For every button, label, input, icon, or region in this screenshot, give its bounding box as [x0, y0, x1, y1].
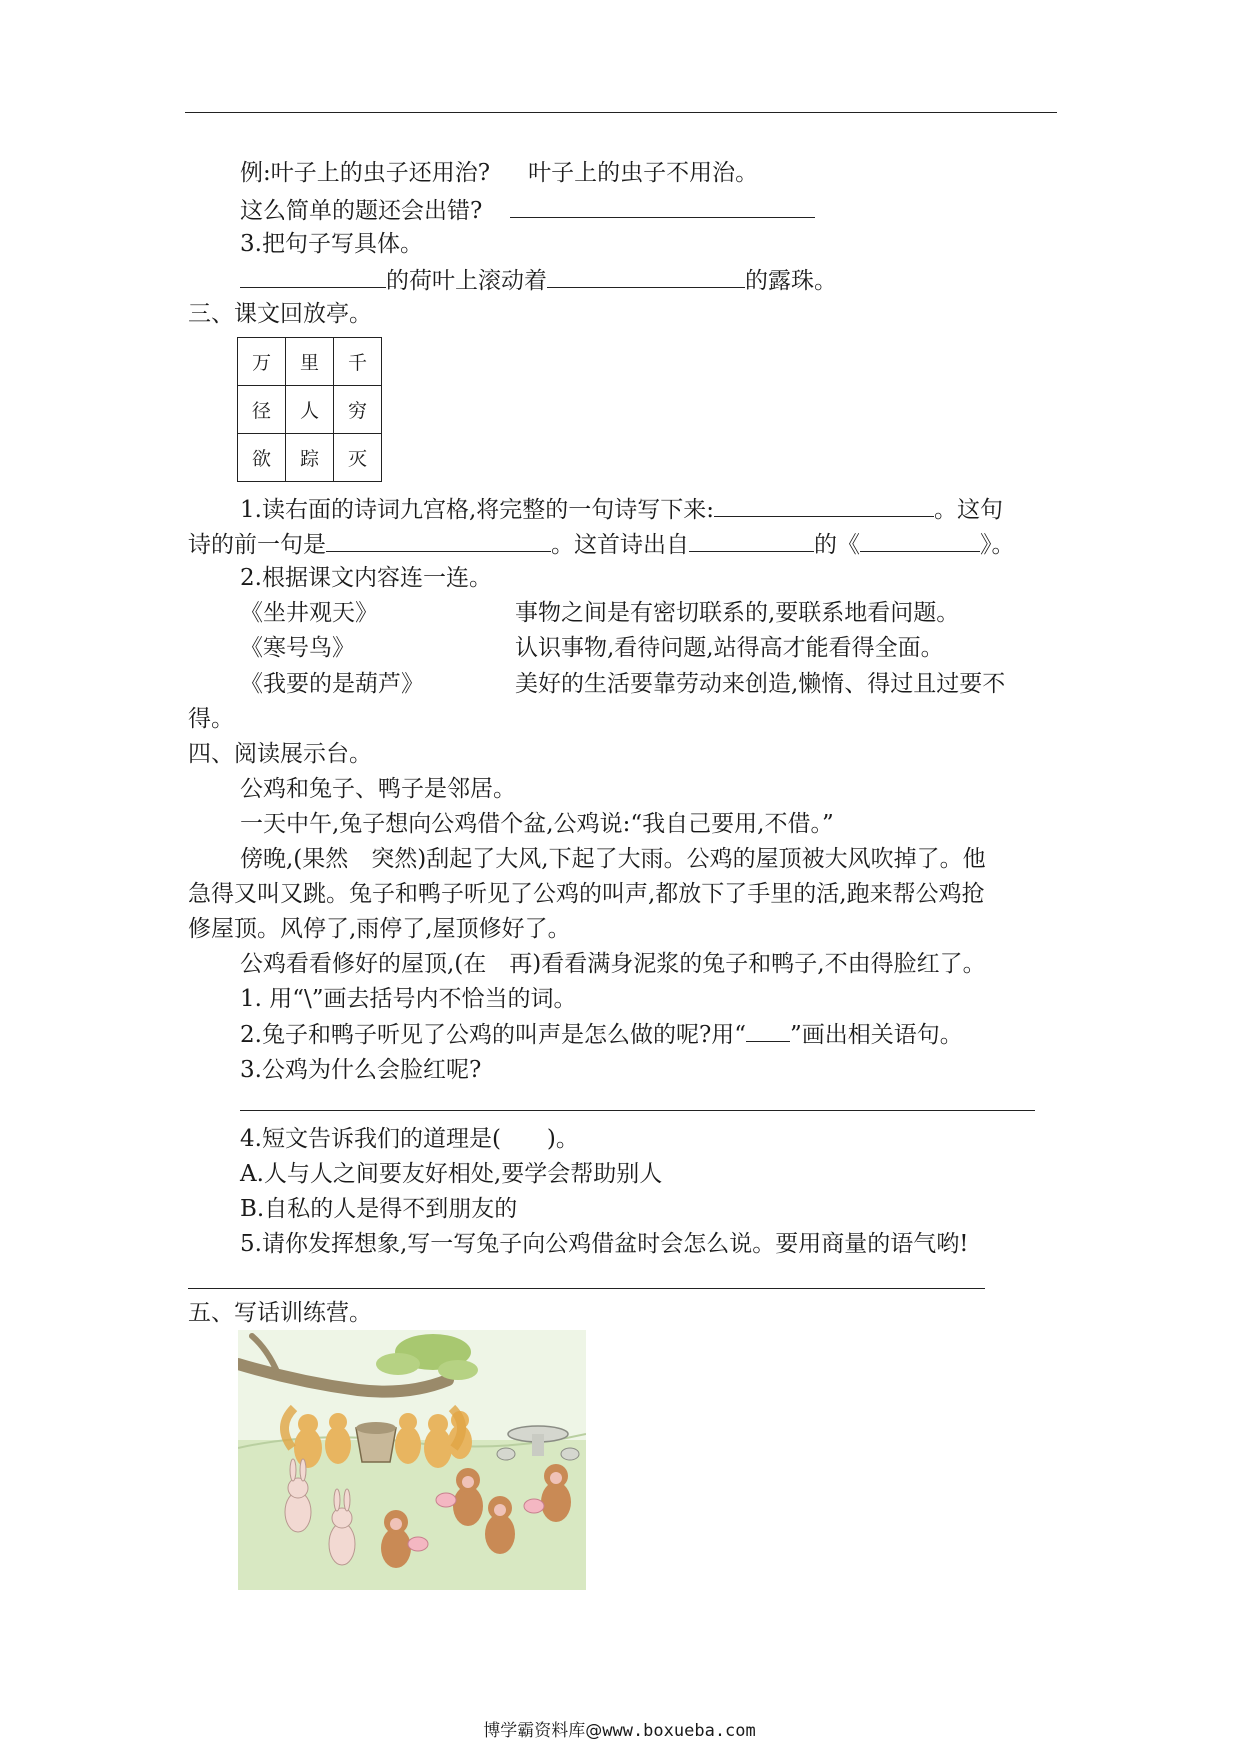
- prev-line-blank[interactable]: [326, 527, 551, 552]
- passage-p3-line2: 急得又叫又跳。兔子和鸭子听见了公鸡的叫声,都放下了手里的活,跑来帮公鸡抢: [188, 881, 985, 907]
- passage-p1: 公鸡和兔子、鸭子是邻居。: [240, 776, 516, 802]
- q3-blank-2[interactable]: [547, 263, 745, 288]
- section4-title: 四、阅读展示台。: [188, 741, 372, 767]
- s4-q1: 1. 用“\”画去括号内不恰当的词。: [240, 986, 577, 1012]
- q3-end: 的露珠。: [745, 268, 837, 294]
- rewrite-question: 这么简单的题还会出错?: [240, 198, 483, 224]
- s3-q1-text: 1.读右面的诗词九宫格,将完整的一句诗写下来:: [240, 497, 715, 523]
- animals-illustration: [238, 1330, 586, 1590]
- match-left-1[interactable]: 《坐井观天》: [240, 600, 378, 626]
- s3-q1-line2: [188, 527, 1015, 561]
- match-left-2[interactable]: 《寒号鸟》: [240, 635, 355, 661]
- s4-q2: [240, 1019, 963, 1051]
- s4-q2-end: ”画出相关语句。: [790, 1022, 963, 1048]
- s3-q1-l2-de: 的《: [814, 532, 860, 558]
- grid-cell: 万: [238, 338, 286, 386]
- footer: [0, 1716, 1239, 1741]
- s3-q2-label: 2.根据课文内容连一连。: [240, 565, 492, 591]
- grid-cell: 人: [286, 386, 334, 434]
- underline-sample: [746, 1021, 790, 1042]
- grid-cell: 千: [334, 338, 382, 386]
- grid-cell: 灭: [334, 434, 382, 482]
- example-answer: 叶子上的虫子不用治。: [528, 160, 759, 186]
- header-rule: [185, 112, 1057, 113]
- passage-p3-line3: 修屋顶。风停了,雨停了,屋顶修好了。: [188, 916, 571, 942]
- passage-p2: 一天中午,兔子想向公鸡借个盆,公鸡说:“我自己要用,不借。”: [240, 811, 834, 837]
- section5-title: 五、写话训练营。: [188, 1300, 372, 1326]
- footer-site: 博学霸资料库@: [483, 1721, 603, 1741]
- s3-q1-tail: 。这句: [934, 497, 1004, 523]
- poem-grid: [237, 337, 382, 482]
- grid-cell: 穷: [334, 386, 382, 434]
- author-blank[interactable]: [689, 527, 814, 552]
- q3-label: 3.把句子写具体。: [240, 231, 423, 257]
- q3-blank-1[interactable]: [240, 263, 386, 288]
- section3-title: 三、课文回放亭。: [188, 301, 372, 327]
- poem-title-blank[interactable]: [860, 527, 980, 552]
- s4-q3: 3.公鸡为什么会脸红呢?: [240, 1057, 482, 1083]
- passage-p3-line1: 傍晚,(果然 突然)刮起了大风,下起了大雨。公鸡的屋顶被大风吹掉了。他: [240, 846, 986, 872]
- grid-cell: 里: [286, 338, 334, 386]
- s3-q1-l2-start: 诗的前一句是: [188, 532, 326, 558]
- footer-url[interactable]: www.boxueba.com: [602, 1721, 756, 1741]
- s4-q3-answer-line[interactable]: [240, 1110, 1035, 1111]
- s3-q1-l2-end: 》。: [980, 532, 1015, 558]
- s4-q2-start: 2.兔子和鸭子听见了公鸡的叫声是怎么做的呢?用“: [240, 1022, 747, 1048]
- s3-q1-line1: [240, 492, 1003, 526]
- s4-q4: 4.短文告诉我们的道理是( )。: [240, 1126, 579, 1152]
- example-sentence: 例:叶子上的虫子还用治?: [240, 160, 491, 186]
- grid-cell: 欲: [238, 434, 286, 482]
- passage-p4: 公鸡看看修好的屋顶,(在 再)看看满身泥浆的兔子和鸭子,不由得脸红了。: [240, 951, 986, 977]
- example-line: [240, 157, 758, 189]
- q3-sentence: [240, 263, 837, 297]
- rewrite-line: [240, 193, 815, 227]
- match-right-1[interactable]: 事物之间是有密切联系的,要联系地看问题。: [515, 600, 960, 626]
- rewrite-blank[interactable]: [510, 193, 815, 218]
- match-left-3[interactable]: 《我要的是葫芦》: [240, 671, 424, 697]
- option-a[interactable]: A.人与人之间要友好相处,要学会帮助别人: [240, 1161, 663, 1187]
- poem-line-blank[interactable]: [714, 492, 934, 517]
- grid-cell: 踪: [286, 434, 334, 482]
- match-wrap: 得。: [188, 706, 234, 732]
- s4-q5-answer-line[interactable]: [188, 1288, 985, 1289]
- grid-cell: 径: [238, 386, 286, 434]
- s4-q5: 5.请你发挥想象,写一写兔子向公鸡借盆时会怎么说。要用商量的语气哟!: [240, 1231, 969, 1257]
- s3-q1-l2-mid: 。这首诗出自: [551, 532, 689, 558]
- match-right-3[interactable]: 美好的生活要靠劳动来创造,懒惰、得过且过要不: [515, 671, 1006, 697]
- q3-middle: 的荷叶上滚动着: [386, 268, 547, 294]
- option-b[interactable]: B.自私的人是得不到朋友的: [240, 1196, 518, 1222]
- match-right-2[interactable]: 认识事物,看待问题,站得高才能看得全面。: [515, 635, 944, 661]
